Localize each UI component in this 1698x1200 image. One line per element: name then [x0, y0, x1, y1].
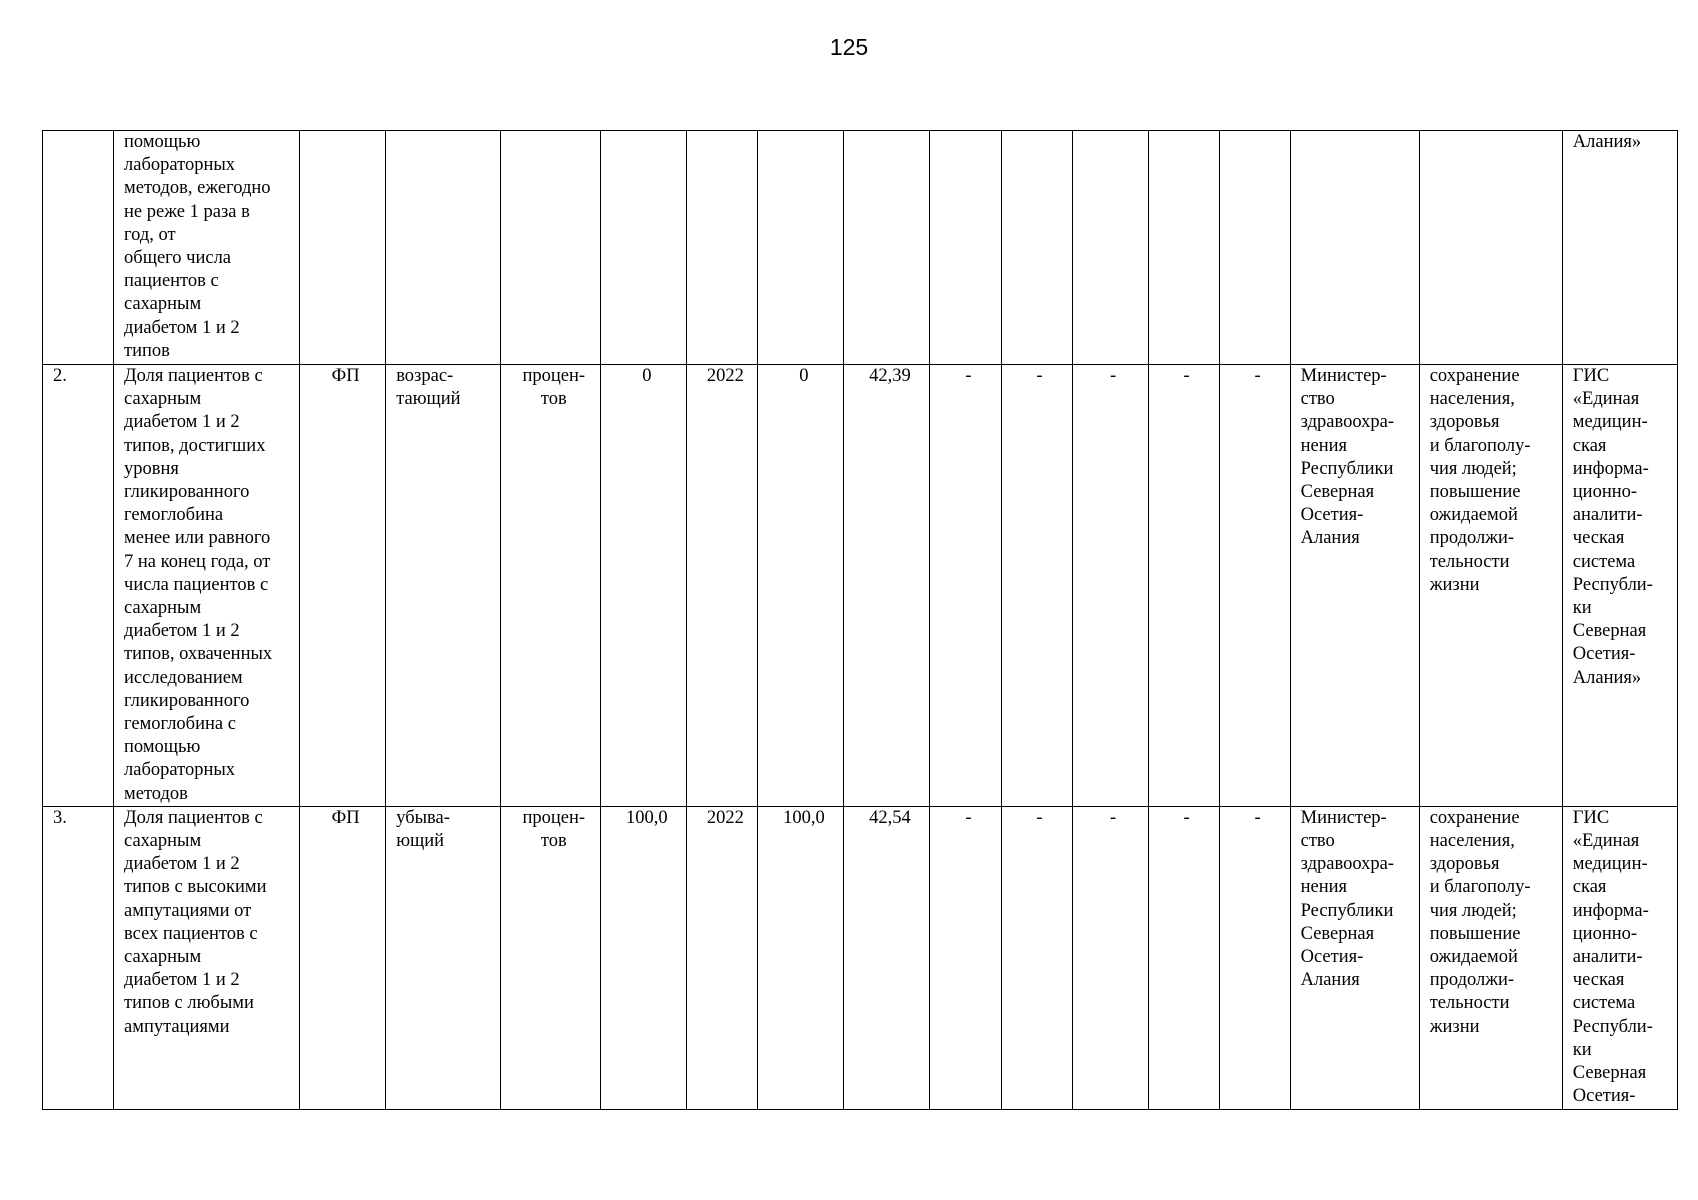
- cell-text-line: сахарным: [124, 294, 202, 315]
- base-year-cell: 2022: [687, 806, 758, 1109]
- cell-text-line: типов: [124, 340, 170, 361]
- cell-text-line: сохранение: [1429, 366, 1520, 386]
- value-cell: [1219, 131, 1290, 365]
- unit-cell: [501, 806, 601, 1109]
- value-cell: 100,0: [758, 806, 844, 1109]
- goal-cell: [1419, 131, 1562, 365]
- cell-text-line: диабетом 1 и 2: [124, 317, 240, 338]
- cell-text-line: гемоглобина с: [124, 714, 236, 735]
- cell-text-line: Северная: [1572, 621, 1647, 642]
- cell-text-line: типов, достигших: [124, 435, 266, 456]
- cell-text-line: Республи-: [1572, 574, 1653, 595]
- row-number-cell: 2.: [43, 365, 114, 807]
- cell-text-line: всех пациентов с: [124, 923, 258, 944]
- cell-text-line: возрас-: [396, 366, 454, 386]
- cell-text-line: тов: [540, 831, 567, 852]
- cell-text-line: методов, ежегодно: [124, 178, 271, 199]
- cell-text-line: тельности: [1429, 551, 1510, 572]
- value-cell: [758, 131, 844, 365]
- cell-text-line: аналити-: [1572, 505, 1643, 526]
- cell-text-line: Доля пациентов с: [124, 366, 263, 386]
- cell-text-line: Республики: [1300, 900, 1394, 921]
- cell-text-line: помощью: [124, 132, 201, 152]
- cell-text-line: ожидаемой: [1429, 947, 1518, 968]
- cell-text-line: гликированного: [124, 690, 250, 711]
- indicator-name-cell: [114, 131, 300, 365]
- cell-text-line: повышение: [1429, 923, 1521, 944]
- base-value-cell: 0: [601, 365, 687, 807]
- responsible-cell: [1290, 365, 1419, 807]
- cell-text-line: ская: [1572, 877, 1607, 898]
- value-cell: -: [1219, 365, 1290, 807]
- cell-text-line: диабетом 1 и 2: [124, 970, 240, 991]
- information-system-cell: [1562, 806, 1677, 1109]
- cell-text-line: процен-: [522, 366, 586, 386]
- cell-text-line: ство: [1300, 389, 1335, 410]
- cell-text-line: типов с любыми: [124, 993, 254, 1014]
- unit-cell: [501, 131, 601, 365]
- base-value-cell: [601, 131, 687, 365]
- cell-text-line: система: [1572, 551, 1636, 572]
- cell-text-line: сахарным: [124, 947, 202, 968]
- value-cell: 42,54: [844, 806, 930, 1109]
- cell-text-line: ампутациями от: [124, 900, 252, 921]
- table-row: [43, 365, 1678, 807]
- cell-text-line: менее или равного: [124, 528, 271, 549]
- value-cell: [844, 131, 930, 365]
- cell-text-line: тающий: [396, 389, 461, 410]
- cell-text-line: пациентов с: [124, 271, 219, 292]
- cell-text-line: сахарным: [124, 389, 202, 410]
- cell-text-line: здоровья: [1429, 854, 1500, 875]
- value-cell: -: [1072, 365, 1148, 807]
- cell-text-line: Алания: [1300, 528, 1360, 549]
- information-system-cell: [1562, 131, 1677, 365]
- trend-cell: [386, 365, 501, 807]
- cell-text-line: тельности: [1429, 993, 1510, 1014]
- responsible-cell: [1290, 131, 1419, 365]
- cell-text-line: Северная: [1572, 1063, 1647, 1084]
- cell-text-line: жизни: [1429, 574, 1480, 595]
- cell-text-line: Алания»: [1572, 132, 1642, 152]
- cell-text-line: помощью: [124, 737, 201, 758]
- value-cell: [1001, 131, 1072, 365]
- cell-text-line: система: [1572, 993, 1636, 1014]
- value-cell: [1148, 131, 1219, 365]
- value-cell: 42,39: [844, 365, 930, 807]
- cell-text-line: Алания»: [1572, 667, 1642, 688]
- cell-text-line: Осетия-: [1572, 1086, 1636, 1107]
- value-cell: -: [1001, 806, 1072, 1109]
- value-cell: -: [1148, 806, 1219, 1109]
- cell-text-line: ожидаемой: [1429, 505, 1518, 526]
- level-cell: [300, 131, 386, 365]
- cell-text-line: уровня: [124, 458, 179, 479]
- indicators-table: [42, 130, 1678, 1110]
- level-cell: ФП: [300, 365, 386, 807]
- value-cell: [1072, 131, 1148, 365]
- value-cell: -: [1072, 806, 1148, 1109]
- cell-text-line: Министер-: [1300, 366, 1387, 386]
- base-year-cell: 2022: [687, 365, 758, 807]
- cell-text-line: диабетом 1 и 2: [124, 621, 240, 642]
- cell-text-line: аналити-: [1572, 947, 1643, 968]
- cell-text-line: методов: [124, 783, 188, 804]
- base-value-cell: 100,0: [601, 806, 687, 1109]
- cell-text-line: нения: [1300, 877, 1348, 898]
- cell-text-line: ство: [1300, 831, 1335, 852]
- cell-text-line: сохранение: [1429, 807, 1520, 828]
- cell-text-line: процен-: [522, 807, 586, 828]
- cell-text-line: и благополу-: [1429, 435, 1531, 456]
- cell-text-line: ампутациями: [124, 1016, 230, 1037]
- value-cell: -: [930, 365, 1001, 807]
- cell-text-line: «Единая: [1572, 389, 1640, 410]
- cell-text-line: ГИС: [1572, 366, 1610, 386]
- row-number-cell: [43, 131, 114, 365]
- cell-text-line: информа-: [1572, 900, 1649, 921]
- value-cell: 0: [758, 365, 844, 807]
- value-cell: -: [1001, 365, 1072, 807]
- indicator-name-cell: [114, 806, 300, 1109]
- cell-text-line: чия людей;: [1429, 458, 1517, 479]
- page-number: 125: [829, 34, 869, 60]
- cell-text-line: 7 на конец года, от: [124, 551, 271, 572]
- cell-text-line: населения,: [1429, 389, 1515, 410]
- cell-text-line: диабетом 1 и 2: [124, 854, 240, 875]
- cell-text-line: типов, охваченных: [124, 644, 273, 665]
- cell-text-line: исследованием: [124, 667, 243, 688]
- unit-cell: [501, 365, 601, 807]
- table-row: [43, 806, 1678, 1109]
- cell-text-line: типов с высокими: [124, 877, 267, 898]
- cell-text-line: продолжи-: [1429, 528, 1515, 549]
- responsible-cell: [1290, 806, 1419, 1109]
- cell-text-line: чия людей;: [1429, 900, 1517, 921]
- table-row: [43, 131, 1678, 365]
- cell-text-line: нения: [1300, 435, 1348, 456]
- cell-text-line: общего числа: [124, 248, 232, 269]
- value-cell: -: [1219, 806, 1290, 1109]
- cell-text-line: Алания: [1300, 970, 1360, 991]
- value-cell: -: [930, 806, 1001, 1109]
- level-cell: ФП: [300, 806, 386, 1109]
- cell-text-line: год, от: [124, 224, 176, 245]
- goal-cell: [1419, 365, 1562, 807]
- trend-cell: [386, 131, 501, 365]
- cell-text-line: гемоглобина: [124, 505, 224, 526]
- cell-text-line: здоровья: [1429, 412, 1500, 433]
- cell-text-line: не реже 1 раза в: [124, 201, 250, 222]
- goal-cell: [1419, 806, 1562, 1109]
- cell-text-line: населения,: [1429, 831, 1515, 852]
- cell-text-line: повышение: [1429, 482, 1521, 503]
- cell-text-line: здравоохра-: [1300, 854, 1394, 875]
- cell-text-line: Северная: [1300, 482, 1375, 503]
- cell-text-line: информа-: [1572, 458, 1649, 479]
- cell-text-line: диабетом 1 и 2: [124, 412, 240, 433]
- cell-text-line: лабораторных: [124, 760, 236, 781]
- cell-text-line: убыва-: [396, 807, 450, 828]
- cell-text-line: числа пациентов с: [124, 574, 269, 595]
- information-system-cell: [1562, 365, 1677, 807]
- cell-text-line: Республи-: [1572, 1016, 1653, 1037]
- cell-text-line: сахарным: [124, 598, 202, 619]
- cell-text-line: «Единая: [1572, 831, 1640, 852]
- cell-text-line: Доля пациентов с: [124, 807, 263, 828]
- cell-text-line: ки: [1572, 1039, 1592, 1060]
- cell-text-line: продолжи-: [1429, 970, 1515, 991]
- cell-text-line: тов: [540, 389, 567, 410]
- cell-text-line: Министер-: [1300, 807, 1387, 828]
- cell-text-line: Осетия-: [1572, 644, 1636, 665]
- cell-text-line: ГИС: [1572, 807, 1610, 828]
- cell-text-line: ческая: [1572, 528, 1625, 549]
- value-cell: [930, 131, 1001, 365]
- cell-text-line: гликированного: [124, 482, 250, 503]
- cell-text-line: ки: [1572, 598, 1592, 619]
- cell-text-line: здравоохра-: [1300, 412, 1394, 433]
- cell-text-line: жизни: [1429, 1016, 1480, 1037]
- cell-text-line: ционно-: [1572, 482, 1638, 503]
- cell-text-line: лабораторных: [124, 155, 236, 176]
- cell-text-line: медицин-: [1572, 854, 1648, 875]
- cell-text-line: и благополу-: [1429, 877, 1531, 898]
- cell-text-line: Республики: [1300, 458, 1394, 479]
- base-year-cell: [687, 131, 758, 365]
- cell-text-line: ющий: [396, 831, 445, 852]
- row-number-cell: 3.: [43, 806, 114, 1109]
- cell-text-line: ская: [1572, 435, 1607, 456]
- cell-text-line: сахарным: [124, 831, 202, 852]
- trend-cell: [386, 806, 501, 1109]
- cell-text-line: Северная: [1300, 923, 1375, 944]
- cell-text-line: Осетия-: [1300, 505, 1364, 526]
- cell-text-line: ческая: [1572, 970, 1625, 991]
- cell-text-line: Осетия-: [1300, 947, 1364, 968]
- value-cell: -: [1148, 365, 1219, 807]
- cell-text-line: ционно-: [1572, 923, 1638, 944]
- cell-text-line: медицин-: [1572, 412, 1648, 433]
- indicator-name-cell: [114, 365, 300, 807]
